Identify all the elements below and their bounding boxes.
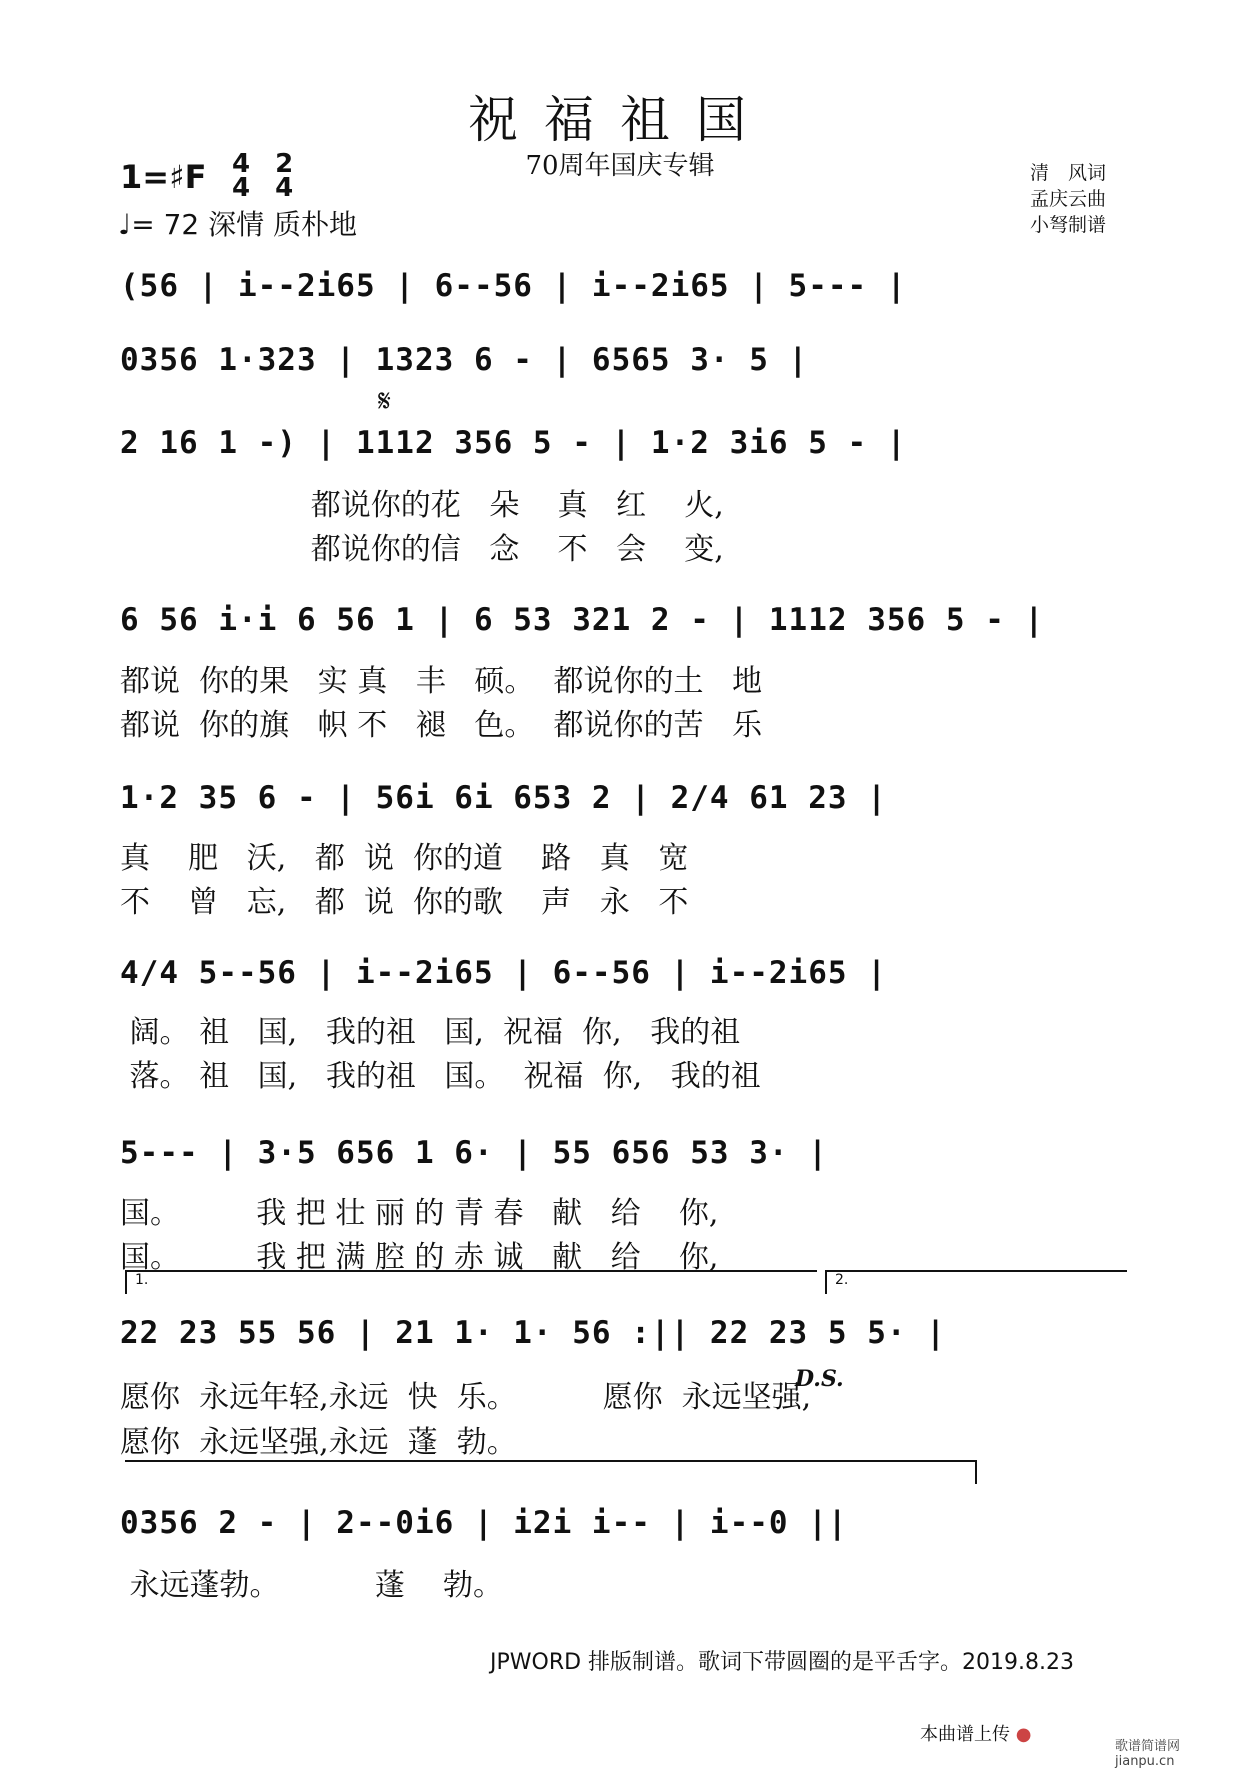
lyric-row-8-verse-2: 愿你 永远坚强,永远 蓬 勃。 [120, 1425, 517, 1460]
score-row-3: 2 16 1 -) | 1112 356 5 - | 1·2 3i6 5 - | [120, 425, 907, 461]
lyric-row-6-verse-2: 落。 祖 国, 我的祖 国。 祝福 你, 我的祖 [120, 1059, 761, 1094]
lyric-row-3-verse-2: 都说你的信 念 不 会 变, [120, 532, 724, 567]
lyric-row-4-verse-1: 都说 你的果 实 真 丰 硕。 都说你的土 地 [120, 664, 763, 699]
song-subtitle: 70周年国庆专辑 [525, 151, 715, 181]
lyric-row-7-verse-1: 国。 我 把 壮 丽 的 青 春 献 给 你, [120, 1196, 719, 1231]
segno-sign: 𝄋 [378, 384, 391, 419]
song-title: 祝福祖国 [468, 91, 772, 149]
score-row-7: 5--- | 3·5 656 1 6· | 55 656 53 3· | [120, 1135, 828, 1171]
lyric-row-4-verse-2: 都说 你的旗 帜 不 褪 色。 都说你的苦 乐 [120, 708, 763, 743]
arranger-credit: 小弩制谱 [1030, 214, 1107, 236]
upload-watermark: 本曲谱上传 ● [920, 1724, 1032, 1745]
key-signature: 1=♯F [120, 158, 207, 196]
site-watermark: 歌谱简谱网 jianpu.cn [1115, 1739, 1181, 1769]
engraving-note: JPWORD 排版制谱。歌词下带圆圈的是平舌字。2019.8.23 [490, 1650, 1075, 1675]
lyric-row-6-verse-1: 阔。 祖 国, 我的祖 国, 祝福 你, 我的祖 [120, 1015, 741, 1050]
lyric-row-7-verse-2: 国。 我 把 满 腔 的 赤 诚 献 给 你, [120, 1240, 719, 1275]
score-row-9: 0356 2 - | 2--0i6 | i2i i-- | i--0 || [120, 1505, 848, 1541]
lyricist-credit: 清 风词 [1030, 162, 1107, 184]
site-logo-icon: ● [1015, 1724, 1032, 1745]
composer-credit: 孟庆云曲 [1030, 188, 1107, 210]
tempo-marking: ♩= 72 深情 质朴地 [118, 208, 357, 241]
time-signature-2-4: 2 4 [275, 149, 294, 203]
dal-segno-mark: D.S. [795, 1366, 844, 1392]
lyric-row-5-verse-1: 真 肥 沃, 都 说 你的道 路 真 宽 [120, 841, 689, 876]
score-row-4: 6 56 i·i 6 56 1 | 6 53 321 2 - | 1112 356 5 - | [120, 602, 1045, 638]
coda-bracket [125, 1460, 977, 1484]
score-row-1: (56 | i--2i65 | 6--56 | i--2i65 | 5--- | [120, 268, 907, 304]
lyric-row-9-verse-1: 永远蓬勃。 蓬 勃。 [120, 1568, 504, 1603]
credits [1030, 160, 1106, 238]
score-row-5: 1·2 35 6 - | 56i 6i 653 2 | 2/4 61 23 | [120, 780, 887, 816]
lyric-row-3-verse-1: 都说你的花 朵 真 红 火, [120, 488, 724, 523]
score-row-6: 4/4 5--56 | i--2i65 | 6--56 | i--2i65 | [120, 955, 887, 991]
time-signature-4-4: 4 4 [232, 149, 251, 203]
volta-second-ending: 2. [825, 1270, 1127, 1294]
volta-first-ending: 1. [125, 1270, 817, 1294]
score-row-2: 0356 1·323 | 1323 6 - | 6565 3· 5 | [120, 342, 809, 378]
time-signatures [232, 149, 309, 203]
score-row-8: 22 23 55 56 | 21 1· 1· 56 :|| 22 23 5 5· | [120, 1315, 946, 1351]
lyric-row-5-verse-2: 不 曾 忘, 都 说 你的歌 声 永 不 [120, 885, 689, 920]
lyric-row-8-verse-1: 愿你 永远年轻,永远 快 乐。 愿你 永远坚强, [120, 1380, 812, 1415]
